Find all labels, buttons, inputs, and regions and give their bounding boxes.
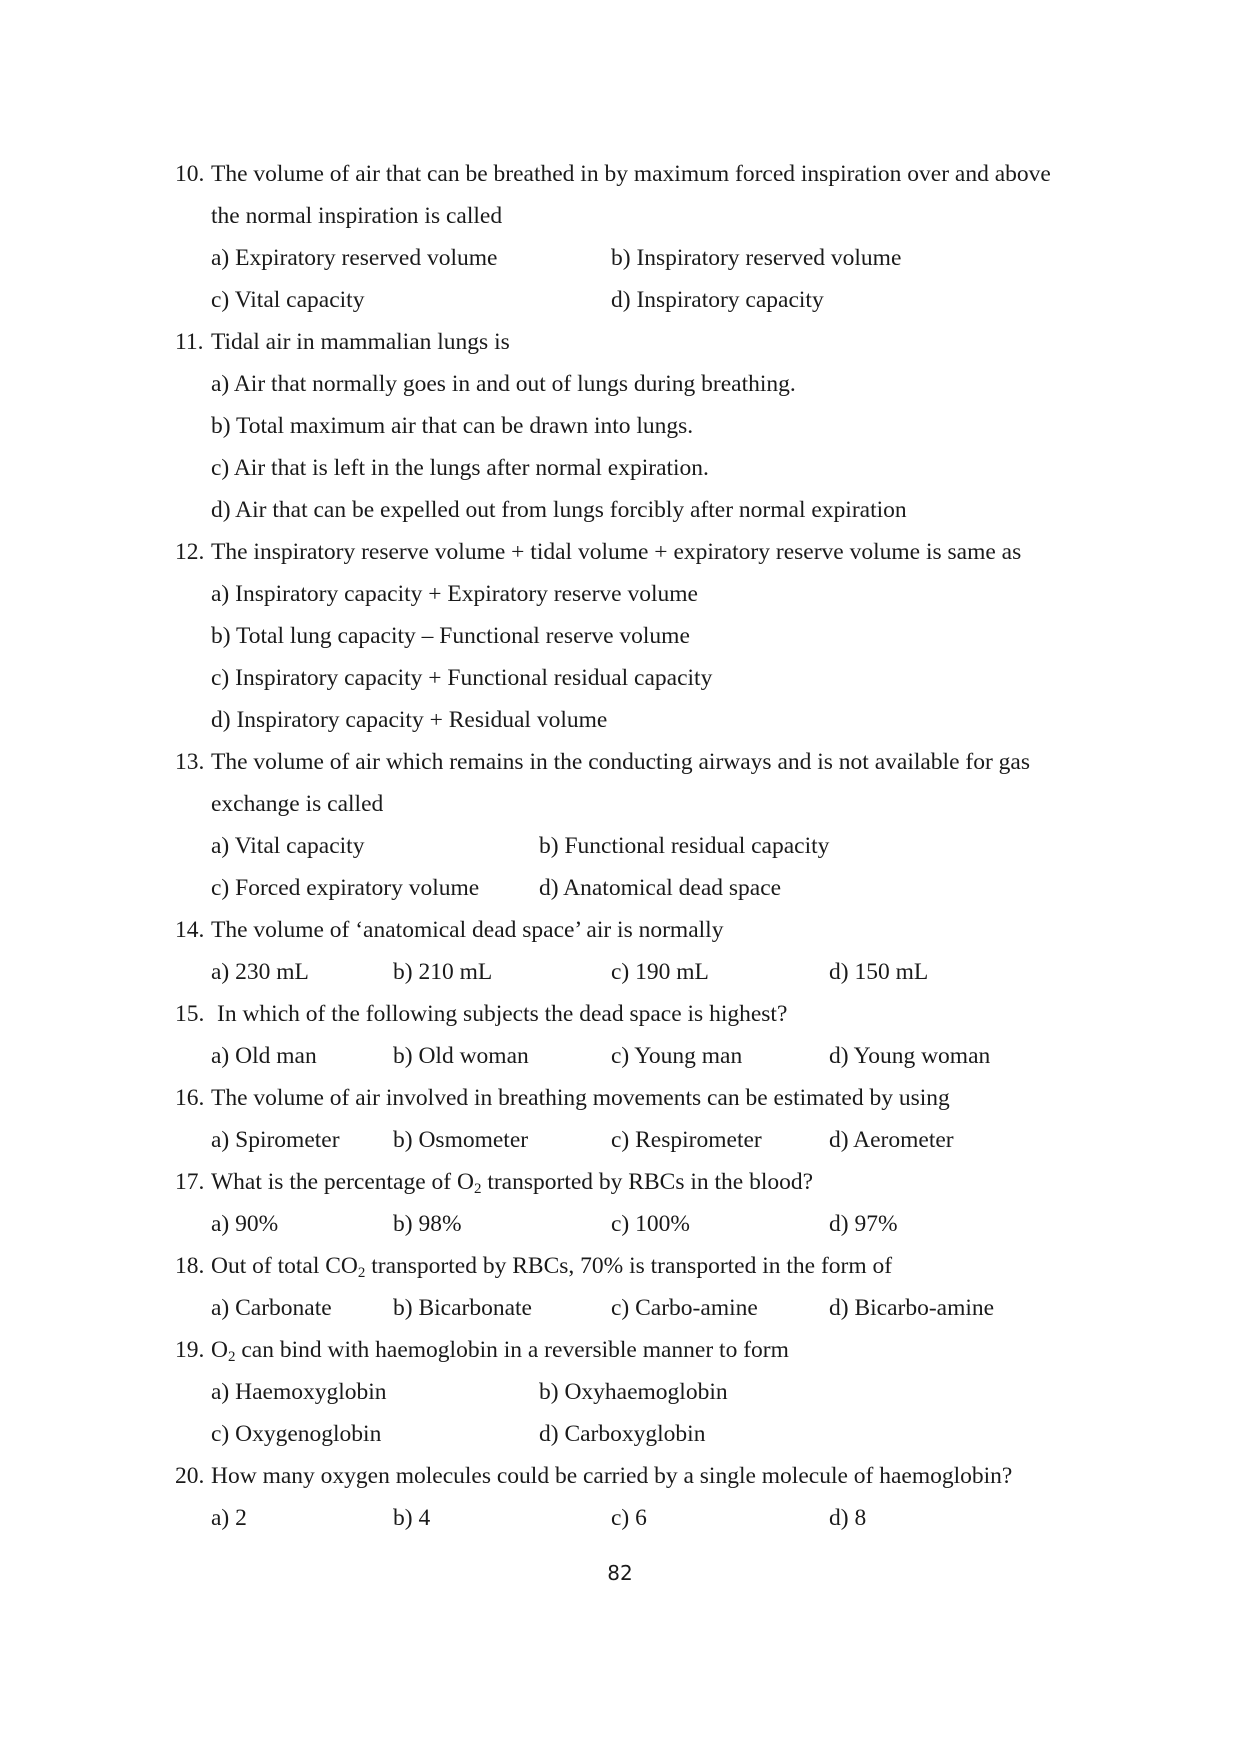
- option-a: a) 230 mL: [211, 959, 309, 985]
- question-number: 13.: [175, 749, 205, 775]
- question-number: 14.: [175, 917, 205, 943]
- option-c: c) Oxygenoglobin: [211, 1421, 382, 1447]
- option-b: b) 98%: [393, 1211, 462, 1237]
- option-d: d) Air that can be expelled out from lungs forcibly after normal expiration: [211, 497, 907, 523]
- question-stem-line: How many oxygen molecules could be carried by a single molecule of haemoglobin?: [211, 1463, 1013, 1489]
- option-d: d) Aerometer: [829, 1127, 954, 1153]
- option-b: b) Inspiratory reserved volume: [611, 245, 902, 271]
- option-d: d) Anatomical dead space: [539, 875, 782, 901]
- option-c: c) 100%: [611, 1211, 690, 1237]
- question-number: 10.: [175, 161, 205, 187]
- option-d: d) 150 mL: [829, 959, 929, 985]
- option-a: a) Carbonate: [211, 1295, 332, 1321]
- option-d: d) 8: [829, 1505, 867, 1531]
- option-c: c) Vital capacity: [211, 287, 365, 313]
- option-b: b) Old woman: [393, 1043, 529, 1069]
- question-number: 19.: [175, 1337, 205, 1363]
- question-number: 18.: [175, 1253, 205, 1279]
- question-stem-line: The volume of air involved in breathing movements can be estimated by using: [211, 1085, 950, 1111]
- question-number: 12.: [175, 539, 205, 565]
- option-a: a) Spirometer: [211, 1127, 340, 1153]
- question-stem-line: Out of total $CO_2$ transported by RBCs, 70% is transported in the form of: [211, 1253, 893, 1281]
- option-a: a) Expiratory reserved volume: [211, 245, 498, 271]
- option-a: a) Inspiratory capacity + Expiratory reserve volume: [211, 581, 698, 607]
- option-b: b) Oxyhaemoglobin: [539, 1379, 728, 1405]
- question-number: 16.: [175, 1085, 205, 1111]
- option-d: d) Inspiratory capacity: [611, 287, 824, 313]
- option-a: a) 90%: [211, 1211, 279, 1237]
- subscript: 2: [357, 1265, 366, 1281]
- option-c: c) 6: [611, 1505, 647, 1531]
- option-a: a) Vital capacity: [211, 833, 365, 859]
- question-stem-line: The inspiratory reserve volume + tidal volume + expiratory reserve volume is same as: [211, 539, 1022, 565]
- question-number: 15.: [175, 1001, 205, 1027]
- option-b: b) Functional residual capacity: [539, 833, 830, 859]
- option-b: b) Total maximum air that can be drawn into lungs.: [211, 413, 694, 439]
- option-b: b) Total lung capacity – Functional reserve volume: [211, 623, 690, 649]
- option-d: d) Young woman: [829, 1043, 991, 1069]
- subscript: 2: [227, 1349, 236, 1365]
- option-a: a) 2: [211, 1505, 247, 1531]
- option-c: c) Young man: [611, 1043, 743, 1069]
- question-stem-line: The volume of ‘anatomical dead space’ air is normally: [211, 917, 724, 943]
- option-d: d) Bicarbo-amine: [829, 1295, 995, 1321]
- question-number: 11.: [175, 329, 204, 355]
- question-stem-line: The volume of air that can be breathed in by maximum forced inspiration over and above: [211, 161, 1051, 187]
- subscript: 2: [473, 1181, 482, 1197]
- question-stem-line: the normal inspiration is called: [211, 203, 503, 229]
- option-c: c) Forced expiratory volume: [211, 875, 480, 901]
- option-a: a) Air that normally goes in and out of lungs during breathing.: [211, 371, 796, 397]
- question-number: 20.: [175, 1463, 205, 1489]
- option-b: b) Bicarbonate: [393, 1295, 532, 1321]
- question-stem-line: The volume of air which remains in the conducting airways and is not available for gas: [211, 749, 1030, 775]
- question-stem-line: exchange is called: [211, 791, 384, 817]
- option-a: a) Old man: [211, 1043, 317, 1069]
- option-d: d) Carboxyglobin: [539, 1421, 706, 1447]
- option-a: a) Haemoxyglobin: [211, 1379, 387, 1405]
- option-c: c) Respirometer: [611, 1127, 762, 1153]
- option-c: c) Inspiratory capacity + Functional residual capacity: [211, 665, 713, 691]
- option-c: c) Carbo-amine: [611, 1295, 758, 1321]
- option-d: d) 97%: [829, 1211, 898, 1237]
- option-b: b) Osmometer: [393, 1127, 529, 1153]
- option-c: c) 190 mL: [611, 959, 709, 985]
- question-stem-line: In which of the following subjects the dead space is highest?: [217, 1001, 788, 1027]
- question-stem-line: What is the percentage of $O_2$ transported by RBCs in the blood?: [211, 1169, 814, 1197]
- option-d: d) Inspiratory capacity + Residual volume: [211, 707, 608, 733]
- option-b: b) 210 mL: [393, 959, 493, 985]
- page-number: 82: [607, 1561, 633, 1585]
- question-stem-line: Tidal air in mammalian lungs is: [211, 329, 510, 355]
- question-number: 17.: [175, 1169, 205, 1195]
- question-stem-line: $O_2$ can bind with haemoglobin in a reversible manner to form: [211, 1337, 789, 1365]
- option-c: c) Air that is left in the lungs after normal expiration.: [211, 455, 709, 481]
- option-b: b) 4: [393, 1505, 431, 1531]
